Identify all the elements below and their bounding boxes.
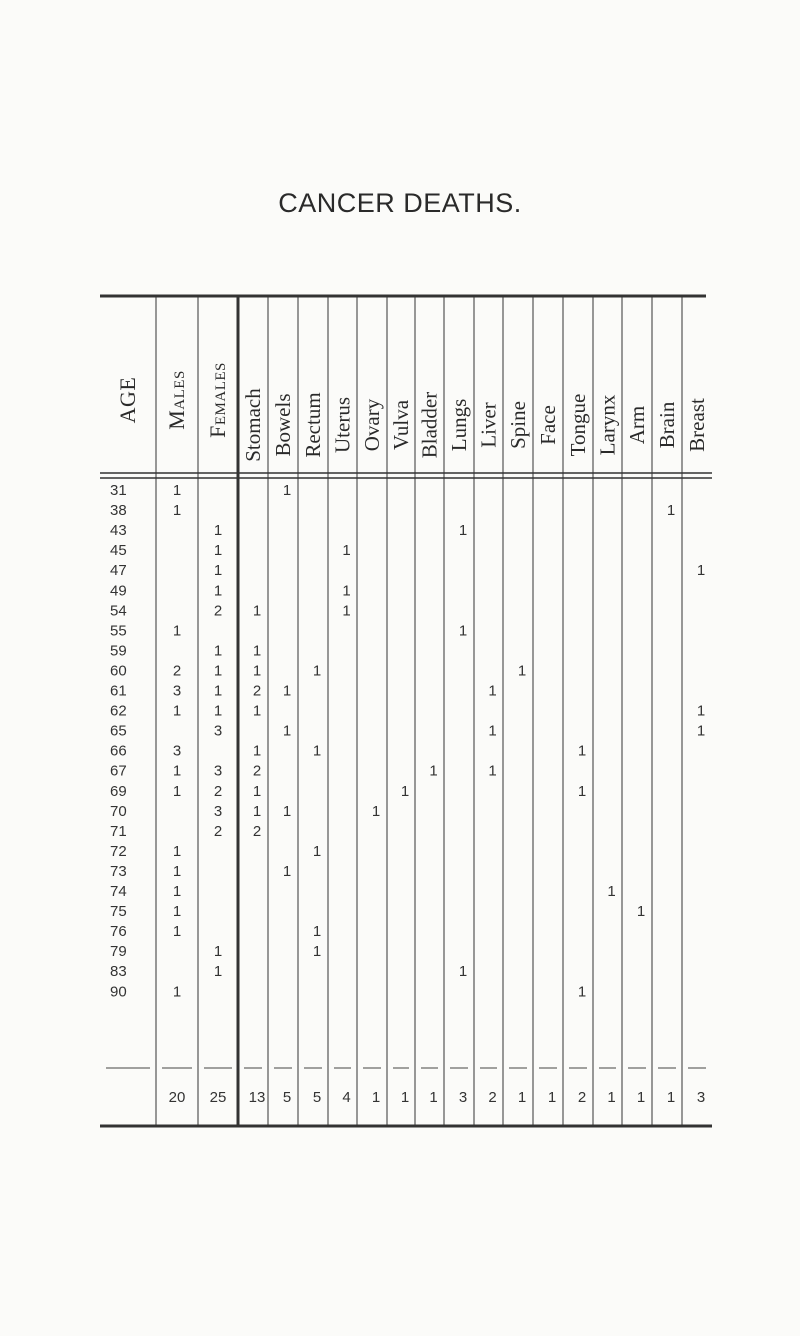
cell-lungs: 1 <box>458 963 468 981</box>
age-cell: 45 <box>110 542 127 560</box>
cell-females: 2 <box>213 782 223 800</box>
age-cell: 55 <box>110 622 127 640</box>
cell-stomach: 2 <box>252 762 262 780</box>
cell-males: 2 <box>172 662 182 680</box>
header-tongue: Tongue <box>566 393 590 457</box>
header-uterus: Uterus <box>330 397 355 453</box>
header-lungs: Lungs <box>447 398 471 452</box>
cell-stomach: 2 <box>252 822 262 840</box>
page-title: CANCER DEATHS. <box>278 188 522 218</box>
cell-bowels: 1 <box>282 722 292 740</box>
total-lungs: 3 <box>458 1089 468 1106</box>
header-females: Females <box>205 362 230 438</box>
cell-tongue: 1 <box>577 983 587 1001</box>
cell-males: 1 <box>172 622 182 640</box>
age-cell: 61 <box>110 682 127 700</box>
header-larynx: Larynx <box>595 394 620 456</box>
cell-stomach: 2 <box>252 682 262 700</box>
cell-arm: 1 <box>636 903 646 921</box>
age-cell: 31 <box>110 482 127 499</box>
header-males: Males <box>164 370 189 430</box>
cell-females: 3 <box>213 802 223 820</box>
cell-rectum: 1 <box>312 742 322 760</box>
age-cell: 49 <box>110 582 127 600</box>
cell-females: 1 <box>213 522 223 540</box>
cell-uterus: 1 <box>342 582 351 600</box>
age-cell: 73 <box>110 862 127 880</box>
cell-males: 1 <box>172 502 182 520</box>
cell-liver: 1 <box>488 762 497 780</box>
cell-females: 1 <box>213 562 223 580</box>
cell-males: 1 <box>172 762 182 780</box>
cell-males: 1 <box>172 702 182 720</box>
cell-males: 3 <box>172 682 182 700</box>
cell-bowels: 1 <box>282 682 292 700</box>
cell-males: 1 <box>172 883 182 900</box>
cell-stomach: 1 <box>252 782 262 800</box>
header-age: AGE <box>115 376 140 424</box>
cell-males: 1 <box>172 903 182 921</box>
cell-vulva: 1 <box>400 782 410 800</box>
header-face: Face <box>536 405 560 445</box>
cell-bowels: 1 <box>282 482 292 499</box>
cell-females: 1 <box>213 702 223 720</box>
cell-rectum: 1 <box>312 943 322 961</box>
age-cell: 70 <box>110 802 127 820</box>
cell-females: 1 <box>213 642 223 660</box>
total-spine: 1 <box>517 1089 527 1106</box>
total-larynx: 1 <box>607 1089 616 1106</box>
cell-males: 1 <box>172 983 182 1001</box>
cell-females: 1 <box>213 682 223 700</box>
cell-uterus: 1 <box>342 602 351 620</box>
total-arm: 1 <box>636 1089 646 1106</box>
header-bowels: Bowels <box>271 393 295 457</box>
cell-females: 3 <box>213 722 223 740</box>
cell-tongue: 1 <box>577 782 587 800</box>
cell-males: 1 <box>172 842 182 860</box>
cell-stomach: 1 <box>252 742 262 760</box>
header-arm: Arm <box>625 405 649 445</box>
header-vulva: Vulva <box>389 399 413 451</box>
age-cell: 74 <box>110 883 127 900</box>
cell-ovary: 1 <box>371 802 381 820</box>
total-brain: 1 <box>666 1089 676 1106</box>
age-cell: 71 <box>110 822 127 840</box>
cell-stomach: 1 <box>252 642 262 660</box>
age-cell: 90 <box>110 983 127 1001</box>
age-cell: 69 <box>110 782 127 800</box>
cell-larynx: 1 <box>607 883 616 900</box>
age-cell: 66 <box>110 742 127 760</box>
total-ovary: 1 <box>371 1089 381 1106</box>
age-cell: 47 <box>110 562 127 580</box>
cell-males: 1 <box>172 923 182 941</box>
cell-brain: 1 <box>666 502 676 520</box>
age-cell: 43 <box>110 522 127 540</box>
cell-stomach: 1 <box>252 602 262 620</box>
age-cell: 67 <box>110 762 127 780</box>
cell-males: 1 <box>172 782 182 800</box>
cell-spine: 1 <box>517 662 527 680</box>
cell-breast: 1 <box>696 562 706 580</box>
header-breast: Breast <box>685 398 709 452</box>
total-bowels: 5 <box>282 1089 292 1106</box>
total-liver: 2 <box>488 1089 497 1106</box>
cell-stomach: 1 <box>252 802 262 820</box>
cell-bowels: 1 <box>282 802 292 820</box>
cell-breast: 1 <box>696 722 706 740</box>
age-cell: 62 <box>110 702 127 720</box>
cell-females: 1 <box>213 963 223 981</box>
cell-females: 1 <box>213 542 223 560</box>
age-cell: 76 <box>110 923 127 941</box>
total-bladder: 1 <box>429 1089 438 1106</box>
total-stomach: 13 <box>248 1089 266 1106</box>
cell-uterus: 1 <box>342 542 351 560</box>
total-rectum: 5 <box>312 1089 322 1106</box>
cell-females: 1 <box>213 662 223 680</box>
total-males: 20 <box>168 1089 186 1106</box>
header-rectum: Rectum <box>301 392 325 458</box>
age-cell: 59 <box>110 642 127 660</box>
age-cell: 83 <box>110 963 127 981</box>
cell-liver: 1 <box>488 682 497 700</box>
total-breast: 3 <box>696 1089 706 1106</box>
cell-liver: 1 <box>488 722 497 740</box>
total-tongue: 2 <box>577 1089 587 1106</box>
total-face: 1 <box>547 1089 557 1106</box>
cell-breast: 1 <box>696 702 706 720</box>
cell-rectum: 1 <box>312 842 322 860</box>
cell-stomach: 1 <box>252 662 262 680</box>
age-cell: 79 <box>110 943 127 961</box>
cell-tongue: 1 <box>577 742 587 760</box>
header-liver: Liver <box>476 402 501 448</box>
cell-females: 2 <box>213 602 223 620</box>
total-uterus: 4 <box>342 1089 351 1106</box>
cell-rectum: 1 <box>312 923 322 941</box>
cell-lungs: 1 <box>458 522 468 540</box>
cell-rectum: 1 <box>312 662 322 680</box>
cell-bladder: 1 <box>429 762 438 780</box>
cell-females: 2 <box>213 822 223 840</box>
header-stomach: Stomach <box>241 388 265 462</box>
cell-males: 3 <box>172 742 182 760</box>
cell-lungs: 1 <box>458 622 468 640</box>
age-cell: 75 <box>110 903 127 921</box>
cell-males: 1 <box>172 482 182 499</box>
age-cell: 54 <box>110 602 127 620</box>
cell-females: 1 <box>213 943 223 961</box>
header-bladder: Bladder <box>417 391 442 459</box>
header-ovary: Ovary <box>360 398 384 452</box>
total-females: 25 <box>209 1089 227 1106</box>
cell-males: 1 <box>172 862 182 880</box>
age-cell: 60 <box>110 662 127 680</box>
cell-females: 3 <box>213 762 223 780</box>
header-brain: Brain <box>655 401 679 449</box>
cell-bowels: 1 <box>282 862 292 880</box>
cell-females: 1 <box>213 582 223 600</box>
age-cell: 65 <box>110 722 127 740</box>
age-cell: 72 <box>110 842 127 860</box>
total-vulva: 1 <box>400 1089 410 1106</box>
age-cell: 38 <box>110 502 127 520</box>
header-spine: Spine <box>506 401 530 449</box>
cell-stomach: 1 <box>252 702 262 720</box>
